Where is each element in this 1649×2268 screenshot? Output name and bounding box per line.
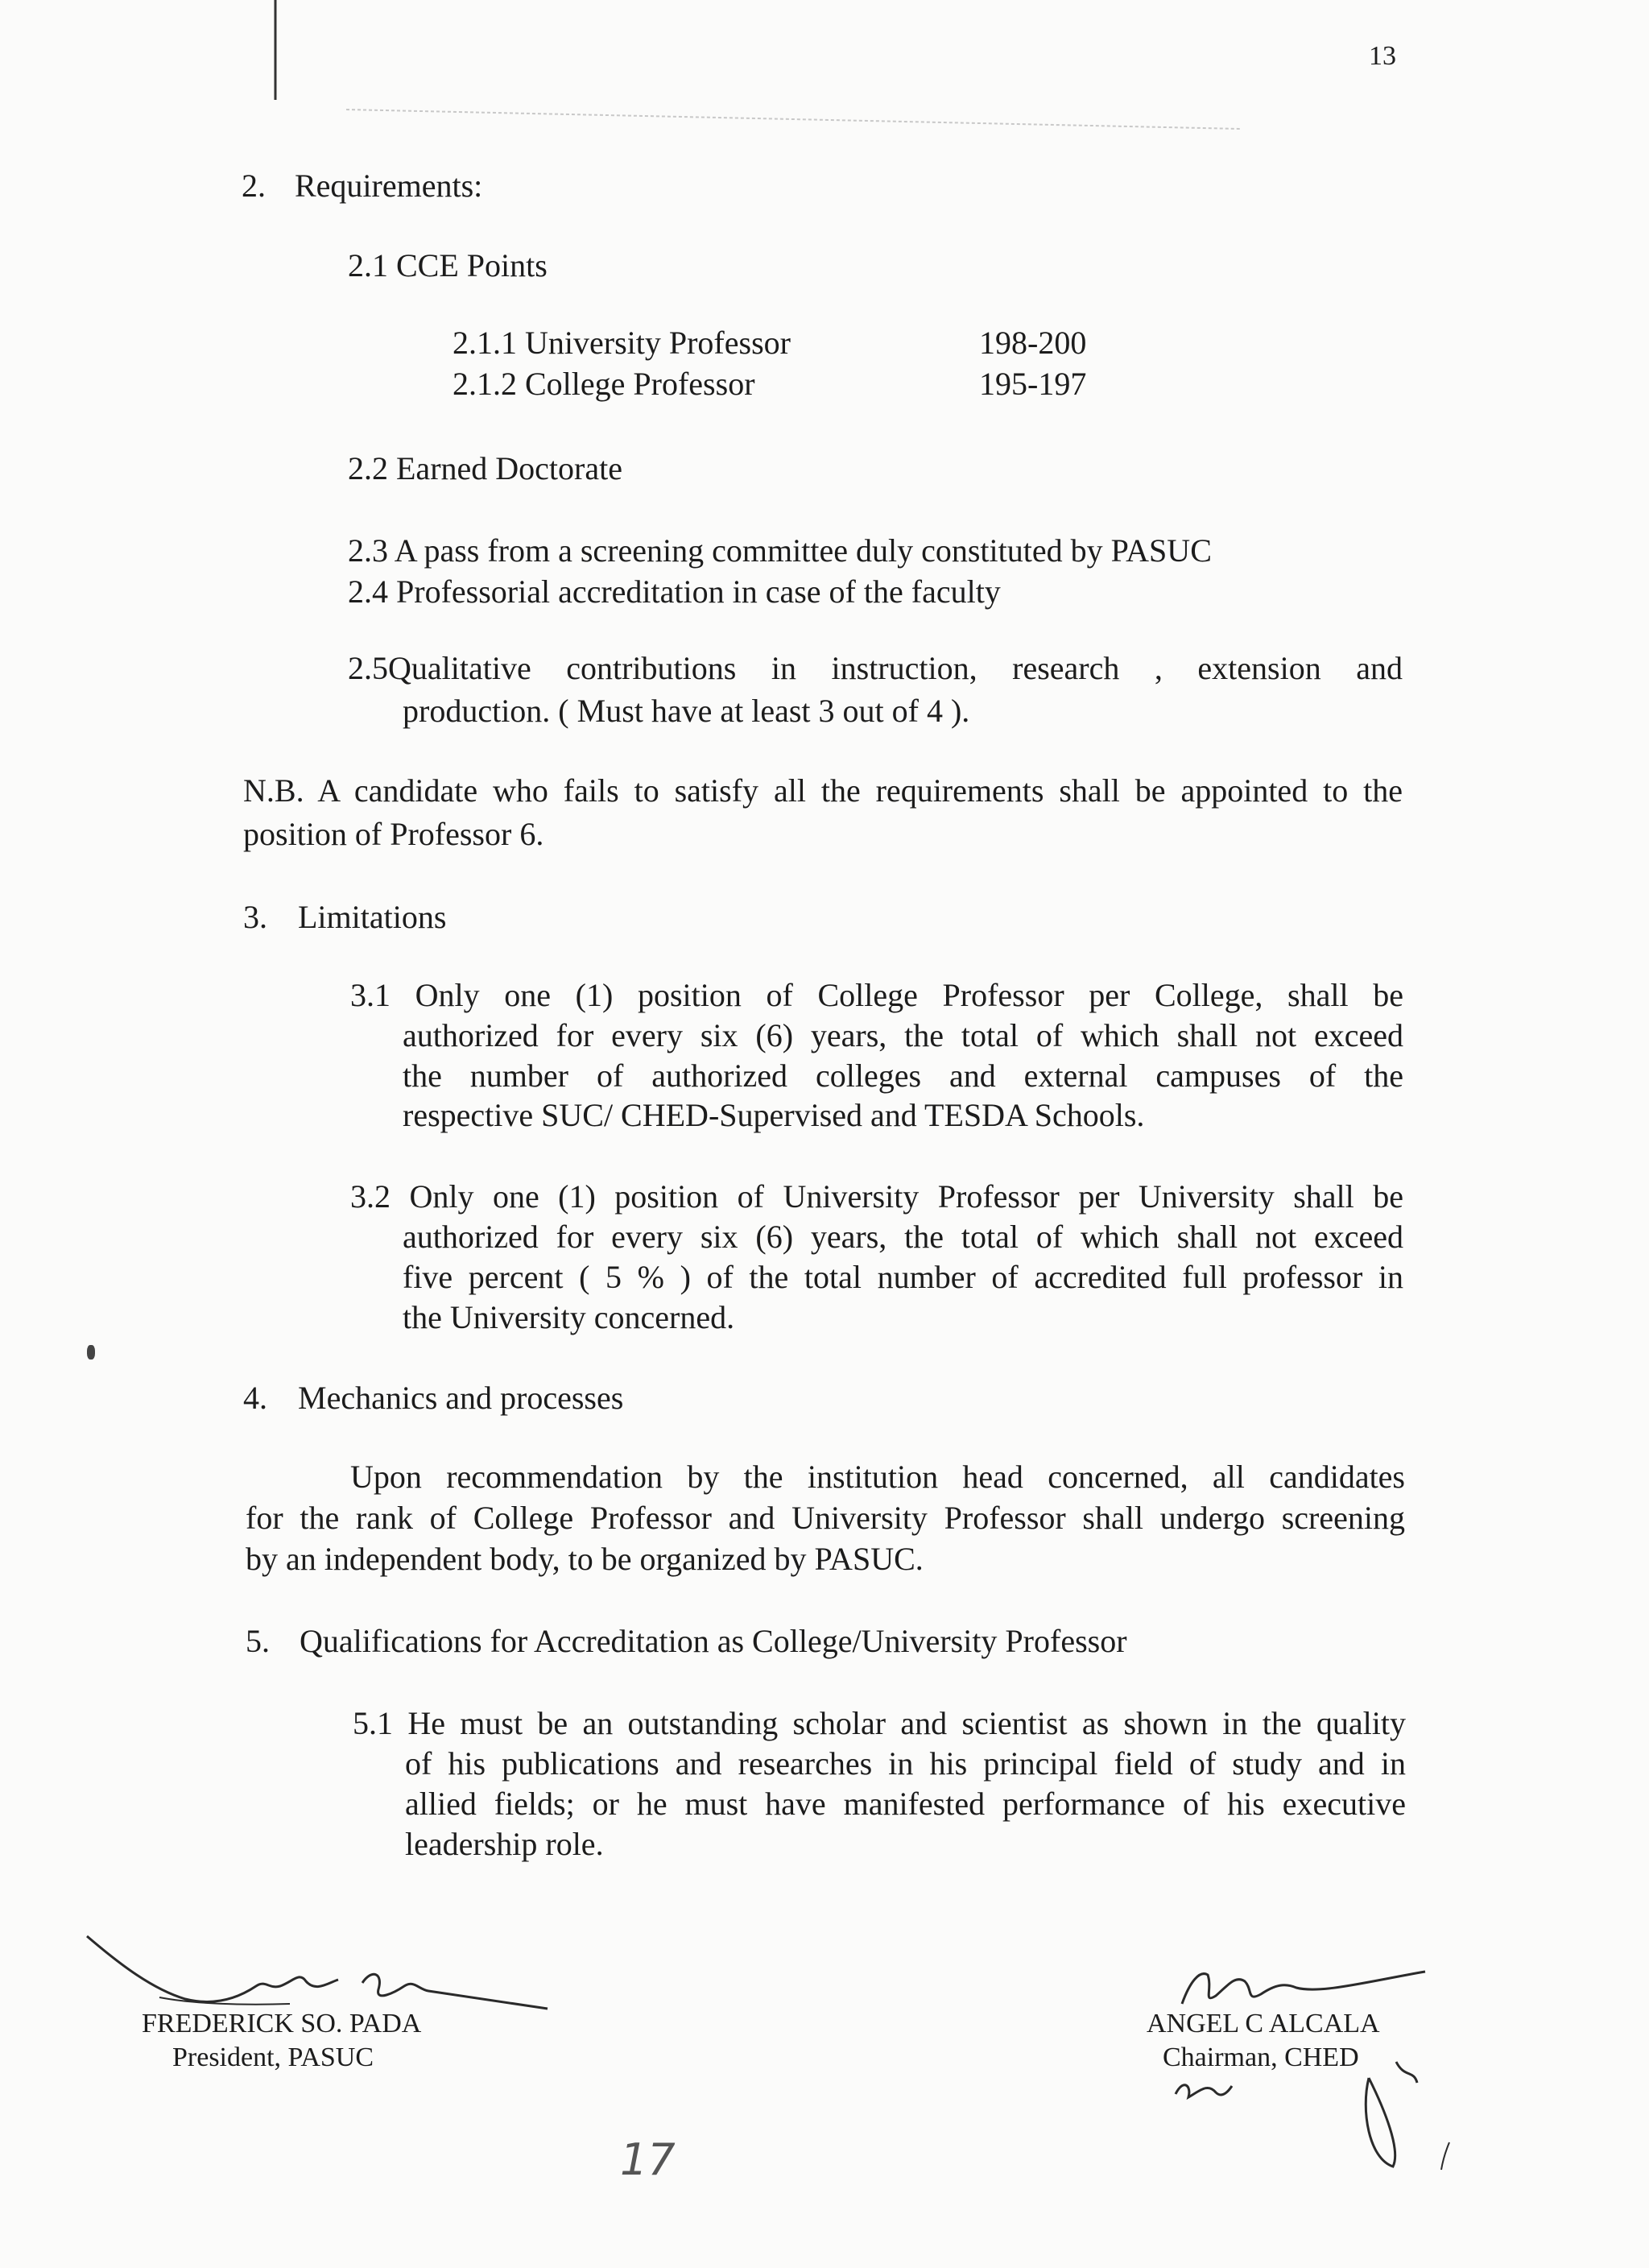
p3-2-line1: 3.2 Only one (1) position of University Professor per University shall be (350, 1178, 1403, 1215)
section-3-number: 3. (243, 899, 267, 935)
section-2-1-label: 2.1 CCE Points (348, 247, 548, 284)
p5-1-line2: of his publications and researches in his principal field of study and in (405, 1745, 1406, 1782)
section-2-3: 2.3 A pass from a screening committee duly constituted by PASUC (348, 532, 1212, 569)
section-2-heading: Requirements: (295, 168, 483, 204)
scan-artifacts (0, 0, 1649, 161)
p5-1-line1: 5.1 He must be an outstanding scholar and scientist as shown in the quality (353, 1705, 1406, 1741)
p3-1-line1: 3.1 Only one (1) position of College Professor per College, shall be (350, 977, 1403, 1013)
p3-1-line4: respective SUC/ CHED-Supervised and TESDA Schools. (403, 1097, 1145, 1133)
p3-2-line2: authorized for every six (6) years, the total of which shall not exceed (403, 1219, 1403, 1255)
nb-line2: position of Professor 6. (243, 816, 544, 852)
section-3-heading: Limitations (298, 899, 447, 935)
nb-line1: N.B. A candidate who fails to satisfy all the requirements shall be appointed to the (243, 772, 1403, 809)
section-4-para-line3: by an independent body, to be organized by PASUC. (246, 1541, 924, 1577)
section-2-5-line1: 2.5Qualitative contributions in instruction, research , extension and (348, 650, 1403, 686)
scan-speck (87, 1345, 95, 1360)
p5-1-line4: leadership role. (405, 1826, 604, 1862)
cce-university-value: 198-200 (979, 325, 1087, 361)
section-5-heading: Qualifications for Accreditation as College/University Professor (300, 1623, 1127, 1659)
section-4-heading: Mechanics and processes (298, 1380, 624, 1416)
handwritten-page-number: 17 (620, 2134, 676, 2185)
section-2-number: 2. (242, 168, 266, 204)
right-signatory-title: Chairman, CHED (1163, 2042, 1359, 2072)
section-2-4: 2.4 Professorial accreditation in case of the faculty (348, 573, 1001, 610)
right-signatory-name: ANGEL C ALCALA (1147, 2009, 1380, 2038)
cce-college-label: 2.1.2 College Professor (453, 366, 755, 402)
section-2-5-line2: production. ( Must have at least 3 out of 4 ). (403, 693, 970, 729)
cce-college-value: 195-197 (979, 366, 1087, 402)
section-4-para-line2: for the rank of College Professor and University Professor shall undergo screening (246, 1500, 1405, 1536)
cce-university-label: 2.1.1 University Professor (453, 325, 791, 361)
page-number: 13 (1369, 41, 1396, 71)
p3-2-line4: the University concerned. (403, 1299, 735, 1335)
section-4-para-line1: Upon recommendation by the institution head concerned, all candidates (350, 1459, 1405, 1495)
section-5-number: 5. (246, 1623, 270, 1659)
p3-1-line3: the number of authorized colleges and external campuses of the (403, 1057, 1403, 1094)
section-2-2: 2.2 Earned Doctorate (348, 450, 622, 486)
p5-1-line3: allied fields; or he must have manifested performance of his executive (405, 1786, 1406, 1822)
p3-2-line3: five percent ( 5 % ) of the total number of accredited full professor in (403, 1259, 1403, 1295)
left-signatory-title: President, PASUC (172, 2042, 374, 2072)
left-signatory-name: FREDERICK SO. PADA (142, 2009, 422, 2038)
section-4-number: 4. (243, 1380, 267, 1416)
p3-1-line2: authorized for every six (6) years, the total of which shall not exceed (403, 1017, 1403, 1053)
